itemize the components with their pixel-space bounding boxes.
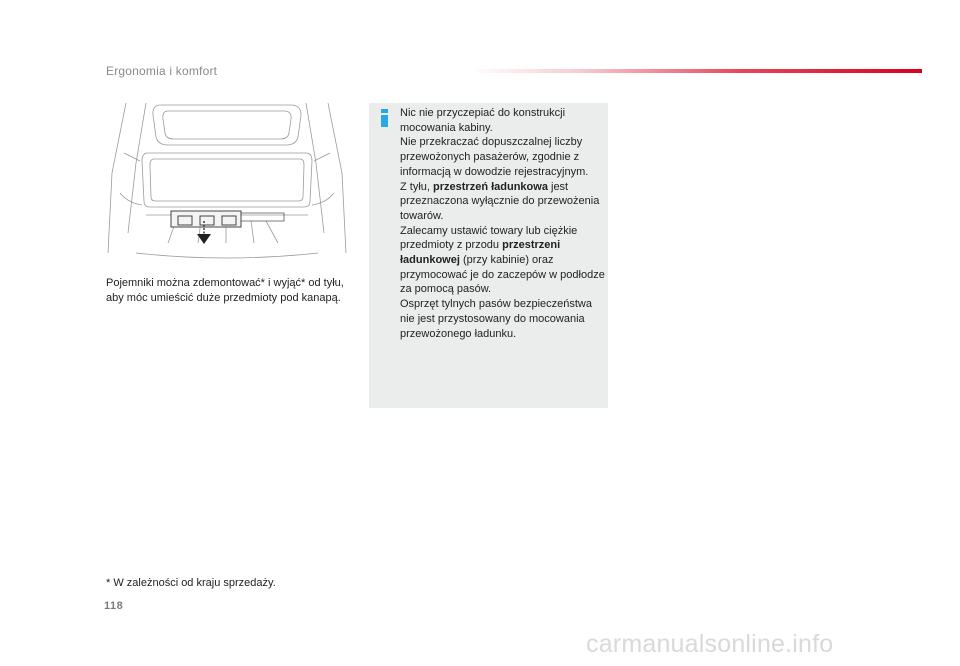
watermark: carmanualsonline.info [586, 630, 834, 658]
info-icon [380, 109, 390, 127]
info-text-span: Z tyłu, [400, 180, 434, 193]
info-bold-term: przestrzeni ładunkowej [400, 239, 561, 267]
info-line [400, 224, 606, 298]
header-accent-bar [470, 69, 922, 73]
page-number: 118 [104, 600, 124, 612]
section-title: Ergonomia i komfort [106, 64, 218, 78]
body-paragraph: Pojemniki można zdemontować* i wyjąć* od tyłu, aby móc umieścić duże przedmioty pod kanapą. [106, 277, 344, 304]
info-line: Osprzęt tylnych pasów bezpieczeństwa nie jest przystosowany do mocowania przewożonego ładunku. [400, 298, 592, 340]
info-text-span: jest przeznaczona wyłącznie do przewożenia towarów. [400, 180, 600, 222]
info-text [400, 106, 606, 341]
info-line: Nie przekraczać dopuszczalnej liczby przewożonych pasażerów, zgodnie z informacją w dowodzie rejestracyjnym. [400, 136, 589, 178]
info-text-span: Zalecamy ustawić towary lub ciężkie przedmioty z przodu [400, 224, 578, 252]
footnote: * W zależności od kraju sprzedaży. [106, 577, 276, 589]
info-line [400, 180, 606, 224]
cargo-illustration [106, 103, 348, 263]
info-box [369, 103, 608, 408]
info-text-span: (przy kabinie) oraz przymocować je do zaczepów w podłodze za pomocą pasów. [400, 254, 605, 296]
info-line: Nic nie przyczepiać do konstrukcji mocowania kabiny. [400, 107, 566, 134]
info-bold-term: przestrzeń ładunkowa [433, 180, 548, 193]
